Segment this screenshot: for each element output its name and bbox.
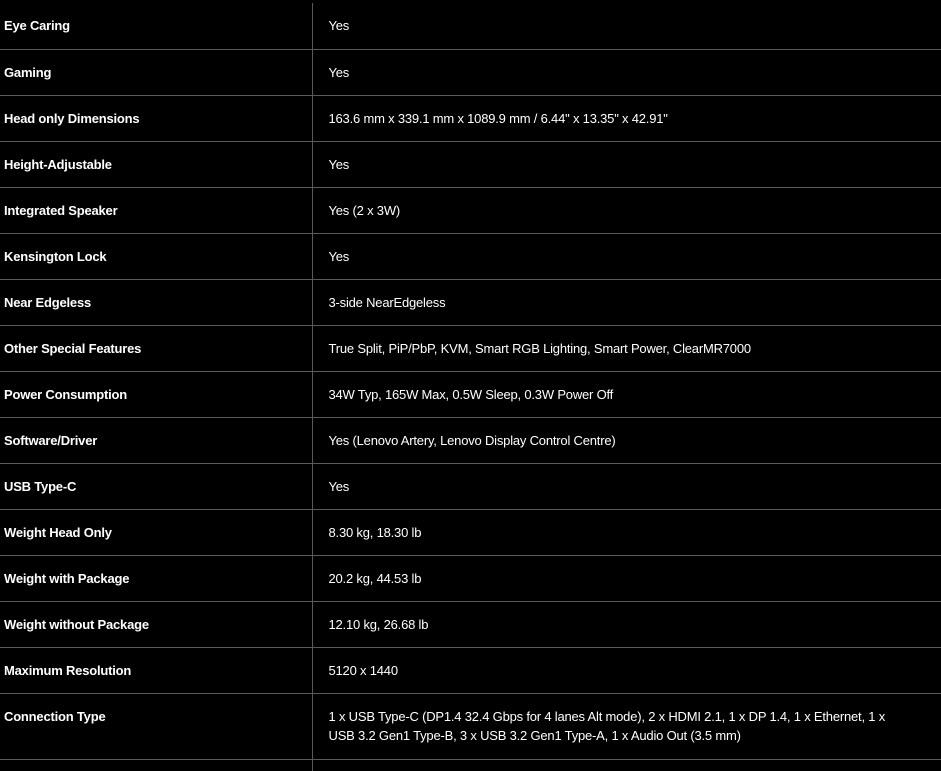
table-row bbox=[0, 371, 941, 417]
spec-label: Power Consumption bbox=[0, 371, 312, 417]
spec-value: 34W Typ, 165W Max, 0.5W Sleep, 0.3W Power Off bbox=[312, 371, 941, 417]
spec-label: Maximum Resolution bbox=[0, 647, 312, 693]
spec-value: Yes bbox=[312, 3, 941, 49]
spec-value: True Split, PiP/PbP, KVM, Smart RGB Lighting, Smart Power, ClearMR7000 bbox=[312, 325, 941, 371]
table-row bbox=[0, 509, 941, 555]
table-row bbox=[0, 693, 941, 759]
spec-label: Height-Adjustable bbox=[0, 141, 312, 187]
spec-label: Gaming bbox=[0, 49, 312, 95]
spec-value: Yes bbox=[312, 233, 941, 279]
spec-value: Yes bbox=[312, 463, 941, 509]
specifications-table bbox=[0, 3, 941, 771]
table-row bbox=[0, 463, 941, 509]
spec-value: Yes bbox=[312, 141, 941, 187]
spec-value: 3-side NearEdgeless bbox=[312, 279, 941, 325]
table-row bbox=[0, 3, 941, 49]
table-row bbox=[0, 141, 941, 187]
spec-label: Integrated Speaker bbox=[0, 187, 312, 233]
spec-label: Near Edgeless bbox=[0, 279, 312, 325]
table-row bbox=[0, 279, 941, 325]
spec-value: Yes (Lenovo Artery, Lenovo Display Control Centre) bbox=[312, 417, 941, 463]
table-row bbox=[0, 95, 941, 141]
spec-label: Connection Type bbox=[0, 693, 312, 759]
table-row bbox=[0, 647, 941, 693]
spec-label: Kensington Lock bbox=[0, 233, 312, 279]
spec-value: 8.30 kg, 18.30 lb bbox=[312, 509, 941, 555]
table-row bbox=[0, 233, 941, 279]
table-row bbox=[0, 555, 941, 601]
spec-label: Head only Dimensions bbox=[0, 95, 312, 141]
spec-value: Yes (2 x 3W) bbox=[312, 187, 941, 233]
spec-value: Yes bbox=[312, 49, 941, 95]
table-row bbox=[0, 325, 941, 371]
spec-value-empty bbox=[312, 759, 941, 771]
spec-value: 20.2 kg, 44.53 lb bbox=[312, 555, 941, 601]
spec-value: 1 x USB Type-C (DP1.4 32.4 Gbps for 4 lanes Alt mode), 2 x HDMI 2.1, 1 x DP 1.4, 1 x Ethernet, 1 x USB 3.2 Gen1 Type-B, 3 x USB 3.2 Gen1 Type-A, 1 x Audio Out (3.5 mm) bbox=[312, 693, 941, 759]
spec-label: Weight Head Only bbox=[0, 509, 312, 555]
spec-value: 163.6 mm x 339.1 mm x 1089.9 mm / 6.44" x 13.35" x 42.91" bbox=[312, 95, 941, 141]
table-row bbox=[0, 417, 941, 463]
table-row bbox=[0, 601, 941, 647]
spec-value: 12.10 kg, 26.68 lb bbox=[312, 601, 941, 647]
spec-label: Weight without Package bbox=[0, 601, 312, 647]
table-row bbox=[0, 187, 941, 233]
spec-label: Weight with Package bbox=[0, 555, 312, 601]
spec-label: Software/Driver bbox=[0, 417, 312, 463]
spec-label: USB Type-C bbox=[0, 463, 312, 509]
spec-label-empty bbox=[0, 759, 312, 771]
spec-label: Eye Caring bbox=[0, 3, 312, 49]
table-row bbox=[0, 49, 941, 95]
table-row-partial bbox=[0, 759, 941, 771]
spec-value: 5120 x 1440 bbox=[312, 647, 941, 693]
spec-label: Other Special Features bbox=[0, 325, 312, 371]
